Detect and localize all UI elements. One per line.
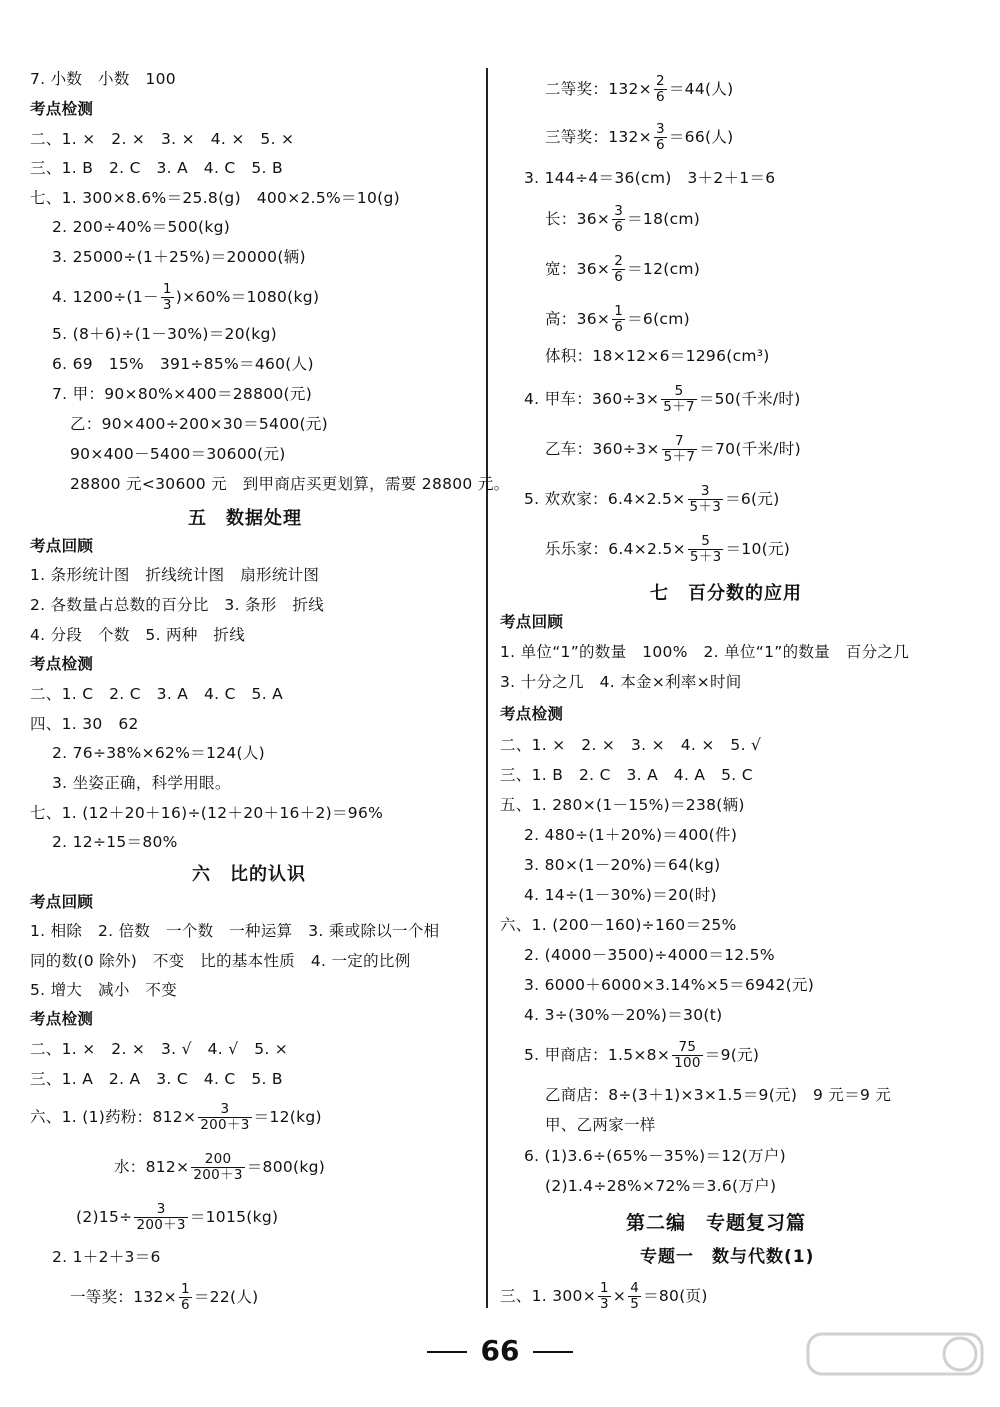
answer-line: 2. 12÷15＝80% xyxy=(52,833,178,851)
answer-line: 7. 甲：90×80%×400＝28800(元) xyxy=(52,385,313,403)
section-heading: 五 数据处理 xyxy=(188,508,302,529)
section-label: 考点检测 xyxy=(30,655,94,673)
fraction: $\frac{7}{5+7}$ xyxy=(663,433,696,465)
answer-line: 5. 增大 减小 不变 xyxy=(30,981,178,999)
answer-line: 三、1. B 2. C 3. A 4. A 5. C xyxy=(500,766,753,784)
answer-line: 4. 14÷(1－30%)＝20(时) xyxy=(524,886,717,904)
answer-line: 5. 甲商店：1.5×8× $\frac{75}{100}$ ＝9(元) xyxy=(524,1039,760,1071)
answer-line: 1. 单位“1”的数量 100% 2. 单位“1”的数量 百分之几 xyxy=(500,643,909,661)
answer-line: 三、1. B 2. C 3. A 4. C 5. B xyxy=(30,159,283,177)
section-label: 考点回顾 xyxy=(30,893,94,911)
fraction: $\frac{5}{5+3}$ xyxy=(689,533,722,565)
answer-line: 体积：18×12×6＝1296(cm³) xyxy=(545,347,770,365)
answer-line: 4. 1200÷(1－ $\frac{1}{3}$ )×60%＝1080(kg) xyxy=(52,281,320,313)
answer-line: 2. 1＋2＋3＝6 xyxy=(52,1248,161,1266)
section-label: 考点检测 xyxy=(30,100,94,118)
watermark-icon xyxy=(800,1330,990,1400)
answer-line: 2. 480÷(1＋20%)＝400(件) xyxy=(524,826,738,844)
answer-line: 二、1. × 2. × 3. × 4. × 5. × xyxy=(30,130,295,148)
fraction: $\frac{5}{5+7}$ xyxy=(663,383,695,415)
answer-line: 1. 条形统计图 折线统计图 扇形统计图 xyxy=(30,566,320,584)
answer-line: 三、1. A 2. A 3. C 4. C 5. B xyxy=(30,1070,283,1088)
answer-line: 二、1. × 2. × 3. √ 4. √ 5. × xyxy=(30,1040,289,1058)
answer-line: 7. 小数 小数 100 xyxy=(30,70,176,88)
section-label: 考点回顾 xyxy=(30,537,94,555)
answer-line: 同的数(0 除外) 不变 比的基本性质 4. 一定的比例 xyxy=(30,952,411,970)
answer-line: 高：36× $\frac{1}{6}$ ＝6(cm) xyxy=(545,303,690,335)
answer-line: 5. 欢欢家：6.4×2.5× $\frac{3}{5+3}$ ＝6(元) xyxy=(524,483,780,515)
section-heading: 七 百分数的应用 xyxy=(650,583,802,604)
answer-line: 4. 3÷(30%－20%)＝30(t) xyxy=(524,1006,723,1024)
page-number-text: 66 xyxy=(480,1334,520,1367)
part-heading: 第二编 专题复习篇 xyxy=(626,1212,807,1234)
answer-line: 3. 十分之几 4. 本金×利率×时间 xyxy=(500,673,742,691)
answer-line: 28800 元<30600 元 到甲商店买更划算，需要 28800 元。 xyxy=(70,475,510,493)
answer-line: 3. 144÷4＝36(cm) 3＋2＋1＝6 xyxy=(524,169,776,187)
fraction: $\frac{1}{6}$ xyxy=(180,1281,190,1313)
fraction: $\frac{3}{200+3}$ xyxy=(136,1201,186,1233)
answer-line: 90×400－5400＝30600(元) xyxy=(70,445,286,463)
answer-line: 3. 坐姿正确，科学用眼。 xyxy=(52,774,231,792)
fraction: $\frac{200}{200+3}$ xyxy=(193,1151,243,1183)
watermark-logo xyxy=(800,1330,990,1400)
answer-line: 一等奖：132× $\frac{1}{6}$ ＝22(人) xyxy=(70,1281,259,1313)
column-divider xyxy=(486,68,488,1308)
answer-line: 6. (1)3.6÷(65%－35%)＝12(万户) xyxy=(524,1147,786,1165)
answer-line: 六、1. (1)药粉：812× $\frac{3}{200+3}$ ＝12(kg) xyxy=(30,1101,322,1133)
answer-line: 2. 200÷40%＝500(kg) xyxy=(52,218,231,236)
answer-line: 4. 甲车：360÷3× $\frac{5}{5+7}$ ＝50(千米/时) xyxy=(524,383,801,415)
answer-line: (2)15÷ $\frac{3}{200+3}$ ＝1015(kg) xyxy=(76,1201,279,1233)
answer-line: 六、1. (200－160)÷160＝25% xyxy=(500,916,737,934)
answer-line: 乐乐家：6.4×2.5× $\frac{5}{5+3}$ ＝10(元) xyxy=(545,533,791,565)
answer-line: 二、1. × 2. × 3. × 4. × 5. √ xyxy=(500,736,762,754)
fraction: $\frac{1}{3}$ xyxy=(162,281,172,313)
answer-line: 3. 80×(1－20%)＝64(kg) xyxy=(524,856,721,874)
answer-line: 七、1. (12＋20＋16)÷(12＋20＋16＋2)＝96% xyxy=(30,804,384,822)
answer-line: 甲、乙两家一样 xyxy=(545,1116,656,1134)
fraction: $\frac{1}{6}$ xyxy=(614,303,624,335)
answer-line: 七、1. 300×8.6%＝25.8(g) 400×2.5%＝10(g) xyxy=(30,189,401,207)
section-heading: 六 比的认识 xyxy=(192,864,306,885)
topic-heading: 专题一 数与代数(1) xyxy=(640,1247,815,1267)
fraction: $\frac{1}{3}$ xyxy=(600,1280,609,1312)
answer-line: 3. 6000＋6000×3.14%×5＝6942(元) xyxy=(524,976,815,994)
fraction: $\frac{4}{5}$ xyxy=(630,1280,640,1312)
answer-line: 5. (8＋6)÷(1－30%)＝20(kg) xyxy=(52,325,277,343)
fraction: $\frac{2}{6}$ xyxy=(655,73,665,105)
dash-left xyxy=(427,1351,467,1353)
section-label: 考点回顾 xyxy=(500,613,564,631)
answer-line: 宽：36× $\frac{2}{6}$ ＝12(cm) xyxy=(545,253,701,285)
answer-line: 二等奖：132× $\frac{2}{6}$ ＝44(人) xyxy=(545,73,734,105)
fraction: $\frac{3}{6}$ xyxy=(614,203,624,235)
answer-line: 4. 分段 个数 5. 两种 折线 xyxy=(30,626,246,644)
answer-line: 五、1. 280×(1－15%)＝238(辆) xyxy=(500,796,745,814)
section-label: 考点检测 xyxy=(500,705,564,723)
answer-line: 2. 76÷38%×62%＝124(人) xyxy=(52,744,265,762)
answer-line: 2. 各数量占总数的百分比 3. 条形 折线 xyxy=(30,596,325,614)
answer-line: 乙商店：8÷(3＋1)×3×1.5＝9(元) 9 元＝9 元 xyxy=(545,1086,892,1104)
answer-line: 水：812× $\frac{200}{200+3}$ ＝800(kg) xyxy=(114,1151,326,1183)
answer-line: 长：36× $\frac{3}{6}$ ＝18(cm) xyxy=(545,203,701,235)
fraction: $\frac{3}{5+3}$ xyxy=(689,483,722,515)
answer-line: 三等奖：132× $\frac{3}{6}$ ＝66(人) xyxy=(545,121,734,153)
answer-line: 乙：90×400÷200×30＝5400(元) xyxy=(70,415,329,433)
answer-line: 3. 25000÷(1＋25%)＝20000(辆) xyxy=(52,248,306,266)
answer-line: 乙车：360÷3× $\frac{7}{5+7}$ ＝70(千米/时) xyxy=(545,433,801,465)
answer-line: 三、1. 300× $\frac{1}{3}$ × $\frac{4}{5}$ ＝80(页) xyxy=(500,1280,708,1312)
fraction: $\frac{2}{6}$ xyxy=(614,253,624,285)
fraction: $\frac{75}{100}$ xyxy=(674,1039,701,1071)
answer-line: 二、1. C 2. C 3. A 4. C 5. A xyxy=(30,685,284,703)
section-label: 考点检测 xyxy=(30,1010,94,1028)
fraction: $\frac{3}{200+3}$ xyxy=(200,1101,250,1133)
fraction: $\frac{3}{6}$ xyxy=(655,121,665,153)
answer-line: 四、1. 30 62 xyxy=(30,715,139,733)
dash-right xyxy=(533,1351,573,1353)
answer-line: 2. (4000－3500)÷4000＝12.5% xyxy=(524,946,775,964)
answer-line: 1. 相除 2. 倍数 一个数 一种运算 3. 乘或除以一个相 xyxy=(30,922,440,940)
answer-line: (2)1.4÷28%×72%＝3.6(万户) xyxy=(545,1177,777,1195)
answer-line: 6. 69 15% 391÷85%＝460(人) xyxy=(52,355,314,373)
